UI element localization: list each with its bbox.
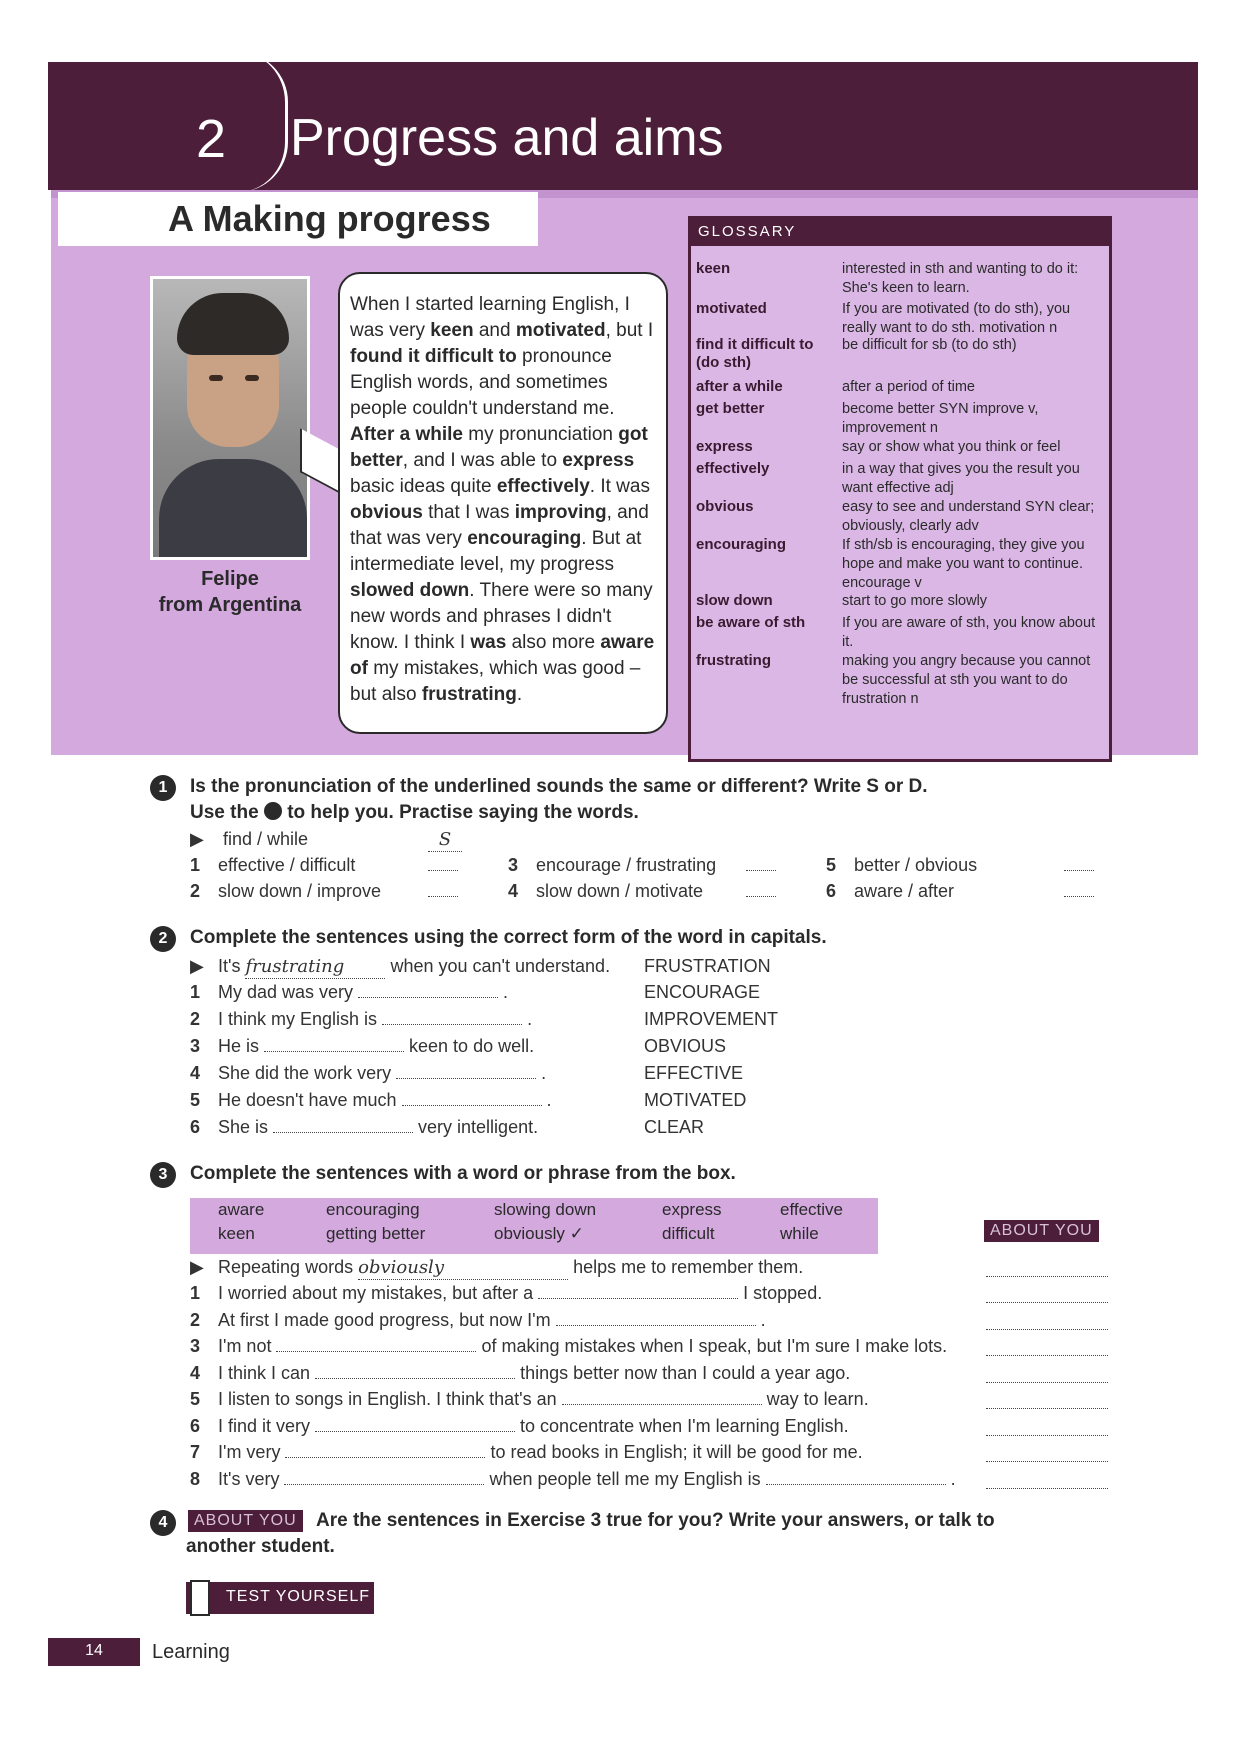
item-number: 6 — [190, 1415, 201, 1436]
key-phrase: got better — [350, 424, 648, 471]
sentence-start: I think my English is — [218, 1009, 383, 1029]
exercise-item — [190, 1362, 850, 1384]
sentence-start: I find it very — [218, 1415, 316, 1436]
capital-word: MOTIVATED — [644, 1090, 747, 1110]
example-item — [190, 828, 462, 852]
bubble-phrase: . It was — [589, 476, 650, 497]
item-number: 6 — [190, 1117, 201, 1137]
exercise-instruction: another student. — [186, 1536, 335, 1557]
sentence-end: I stopped. — [738, 1283, 823, 1303]
sentence-end: . — [498, 982, 509, 1002]
box-word: keen — [218, 1224, 255, 1243]
answer-blank[interactable] — [1064, 881, 1094, 897]
answer-blank[interactable] — [264, 1036, 404, 1052]
key-phrase: effectively — [496, 476, 590, 497]
about-you-answer-line[interactable] — [986, 1302, 1108, 1303]
glossary-term: keen — [696, 260, 731, 277]
example-answer: obviously — [358, 1257, 568, 1280]
key-phrase: motivated — [515, 320, 606, 341]
sentence-start: She did the work very — [218, 1063, 397, 1083]
word-pair: effective / difficult — [218, 855, 356, 875]
glossary-definition: say or show what you think or feel — [842, 439, 1061, 455]
item-number: 4 — [190, 1362, 201, 1383]
bubble-phrase: basic ideas quite — [350, 476, 497, 497]
about-you-answer-line[interactable] — [986, 1435, 1108, 1436]
app-icon — [264, 802, 282, 820]
exercise-item — [190, 1035, 534, 1057]
sentence-end: . — [541, 1090, 552, 1110]
item-number: 2 — [190, 1309, 201, 1330]
item-number: 4 — [508, 881, 519, 901]
sentence-end: . — [522, 1009, 533, 1029]
bubble-phrase: my mistakes, which was good – but also — [350, 658, 641, 705]
example-marker: ▶ — [190, 956, 204, 976]
exercise-item — [190, 1089, 552, 1111]
box-word: difficult — [662, 1224, 715, 1243]
answer-blank[interactable] — [285, 1442, 485, 1458]
example-marker: ▶ — [190, 1257, 204, 1277]
left-rule — [48, 190, 51, 1680]
about-you-badge: ABOUT YOU — [188, 1510, 303, 1532]
bubble-phrase: also more — [506, 632, 601, 653]
sentence-start: At first I made good progress, but now I'm — [218, 1309, 556, 1330]
bubble-phrase: . There were so many new words and phrases I didn't know. I think I — [350, 580, 653, 653]
exercise-instruction: Is the pronunciation of the underlined sounds the same or different? Write S or D. — [190, 776, 928, 797]
exercise-item — [190, 981, 508, 1003]
glossary-definition: If you are aware of sth, you know about it. — [842, 615, 1096, 650]
glossary-definition: If you are motivated (to do sth), you really want to do sth. motivation n — [842, 301, 1071, 336]
exercise-item — [508, 854, 776, 876]
item-number: 4 — [190, 1063, 201, 1083]
glossary-term: slow down — [696, 592, 773, 609]
answer-blank[interactable] — [402, 1090, 542, 1106]
key-phrase: slowed down — [350, 580, 470, 601]
item-number: 8 — [190, 1468, 201, 1489]
glossary-term: get better — [696, 400, 765, 417]
unit-number: 2 — [196, 109, 227, 169]
glossary-definition: making you angry because you cannot be successful at sth you want to do frustration n — [842, 653, 1091, 707]
glossary-definition: in a way that gives you the result you want effective adj — [842, 461, 1080, 496]
page-number: 14 — [85, 1642, 103, 1659]
sentence-start: I'm very — [218, 1442, 286, 1462]
profile-name: Felipe — [201, 568, 259, 590]
box-word: getting better — [326, 1224, 426, 1243]
item-number: 3 — [190, 1336, 201, 1356]
box-word: slowing down — [494, 1200, 597, 1219]
answer-blank[interactable] — [746, 881, 776, 897]
key-phrase: found it difficult to — [350, 346, 517, 367]
about-you-answer-line[interactable] — [986, 1488, 1108, 1489]
bubble-phrase: , but I — [605, 320, 654, 341]
glossary-definition: If sth/sb is encouraging, they give you hope and make you want to continue. encourage v — [842, 537, 1085, 591]
word-pair: slow down / improve — [218, 881, 382, 901]
key-phrase: express — [562, 450, 635, 471]
box-word: express — [662, 1200, 722, 1219]
exercise-item — [190, 854, 458, 876]
example-answer: frustrating — [245, 956, 385, 979]
key-phrase: improving — [514, 502, 607, 523]
bubble-phrase: and — [473, 320, 516, 341]
item-number: 1 — [190, 982, 201, 1002]
answer-blank[interactable] — [746, 855, 776, 871]
box-word: obviously ✓ — [494, 1224, 584, 1243]
word-pair: encourage / frustrating — [536, 855, 717, 875]
bubble-phrase: , and that was very — [350, 502, 649, 549]
box-word: encouraging — [326, 1200, 420, 1219]
word-pair: better / obvious — [854, 855, 978, 875]
sentence-start: It's very — [218, 1468, 285, 1489]
capital-word: CLEAR — [644, 1117, 705, 1137]
word-pair: find / while — [223, 829, 309, 849]
profile-photo — [150, 276, 310, 560]
sentence-end: when people tell me my English is — [484, 1468, 761, 1489]
unit-title: Progress and aims — [290, 109, 724, 167]
bubble-phrase: . — [516, 684, 523, 705]
answer-blank[interactable] — [428, 855, 458, 871]
glossary-term: express — [696, 438, 753, 455]
glossary-term: obvious — [696, 498, 754, 515]
glossary-definition: easy to see and understand SYN clear; obviously, clearly adv — [842, 499, 1095, 534]
about-you-answer-line[interactable] — [986, 1276, 1108, 1277]
profile-origin: from Argentina — [158, 594, 302, 616]
sentence-start: It's — [218, 956, 241, 976]
bubble-phrase: When I started learning English, I was very — [350, 294, 630, 341]
answer-blank[interactable] — [358, 982, 498, 998]
test-yourself-label: TEST YOURSELF — [226, 1588, 370, 1605]
instruction-text: to help you. Practise saying the words. — [287, 802, 639, 823]
example-item — [190, 955, 610, 979]
exercise-item — [190, 880, 458, 902]
exercise-instruction — [190, 800, 639, 826]
exercise-number: 3 — [150, 1162, 176, 1188]
answer-blank[interactable] — [273, 1117, 413, 1133]
exercise-item — [826, 854, 1094, 876]
key-phrase: keen — [430, 320, 474, 341]
item-number: 1 — [190, 855, 201, 875]
exercise-item — [508, 880, 776, 902]
photo-eye — [209, 375, 223, 381]
exercise-item — [190, 1309, 766, 1331]
glossary-definition: become better SYN improve v, improvement n — [842, 401, 1039, 436]
answer-blank[interactable] — [428, 881, 458, 897]
exercise-item — [190, 1468, 956, 1490]
item-number: 2 — [190, 881, 201, 901]
sentence-end: keen to do well. — [404, 1036, 535, 1056]
word-pair: aware / after — [854, 881, 955, 901]
about-you-answer-line[interactable] — [986, 1408, 1108, 1409]
photo-eye — [245, 375, 259, 381]
capital-word: IMPROVEMENT — [644, 1009, 779, 1029]
key-phrase: After a while — [350, 424, 463, 445]
item-number: 1 — [190, 1283, 201, 1303]
speech-bubble-text — [350, 292, 664, 708]
key-phrase: aware of — [350, 632, 655, 679]
answer-blank[interactable] — [396, 1063, 536, 1079]
example-item — [190, 1256, 803, 1280]
bubble-phrase: , and I was able to — [402, 450, 563, 471]
answer-blank[interactable] — [556, 1310, 756, 1326]
bubble-phrase: that I was — [422, 502, 515, 523]
sentence-end: to read books in English; it will be good for me. — [485, 1442, 863, 1462]
profile-caption — [150, 566, 310, 618]
about-you-answer-line[interactable] — [986, 1461, 1108, 1462]
sentence-end: . — [945, 1468, 956, 1489]
sentence-start: I worried about my mistakes, but after a — [218, 1283, 539, 1303]
answer-blank[interactable] — [1064, 855, 1094, 871]
glossary-term: be aware of sth — [696, 614, 806, 631]
key-phrase: was — [470, 632, 507, 653]
exercise-instruction: Complete the sentences with a word or phrase from the box. — [190, 1163, 736, 1184]
sentence-end: helps me to remember them. — [573, 1257, 804, 1277]
answer-blank[interactable] — [766, 1469, 946, 1485]
glossary-term: frustrating — [696, 652, 771, 669]
key-phrase: obvious — [350, 502, 423, 523]
sentence-start: I think I can — [218, 1362, 316, 1383]
about-you-answer-line[interactable] — [986, 1382, 1108, 1383]
answer-blank[interactable] — [284, 1469, 484, 1485]
bubble-phrase: pronounce English words, and sometimes people couldn't understand me. — [350, 346, 615, 419]
example-answer: S — [428, 829, 462, 852]
sentence-start: Repeating words — [218, 1257, 354, 1277]
exercise-instruction: Complete the sentences using the correct form of the word in capitals. — [190, 927, 827, 948]
exercise-item — [826, 880, 1094, 902]
instruction-text: Use the — [190, 802, 259, 823]
exercise-item — [190, 1335, 947, 1357]
sentence-start: He is — [218, 1036, 265, 1056]
bubble-phrase: my pronunciation — [462, 424, 619, 445]
glossary-term: encouraging — [696, 536, 787, 553]
sentence-end: to concentrate when I'm learning English. — [515, 1415, 849, 1436]
section-title: A Making progress — [168, 198, 491, 239]
about-you-badge: ABOUT YOU — [984, 1220, 1099, 1242]
answer-blank[interactable] — [315, 1363, 515, 1379]
exercise-number: 2 — [150, 926, 176, 952]
box-word: effective — [780, 1200, 844, 1219]
glossary-term: after a while — [696, 378, 783, 395]
exercise-item — [190, 1388, 869, 1410]
sentence-end: . — [755, 1309, 766, 1330]
sentence-end: way to learn. — [761, 1389, 869, 1409]
sentence-start: She is — [218, 1117, 274, 1137]
photo-shirt — [159, 459, 307, 560]
capital-word: ENCOURAGE — [644, 982, 761, 1002]
exercise-item — [190, 1116, 538, 1138]
sentence-end: very intelligent. — [413, 1117, 539, 1137]
notebook-icon — [190, 1580, 210, 1616]
capital-word: EFFECTIVE — [644, 1063, 744, 1083]
item-number: 5 — [190, 1090, 201, 1110]
glossary-definition: start to go more slowly — [842, 593, 988, 609]
answer-blank[interactable] — [562, 1389, 762, 1405]
exercise-item — [190, 1008, 532, 1030]
exercise-item — [190, 1415, 849, 1437]
answer-blank[interactable] — [538, 1283, 738, 1299]
word-pair: slow down / motivate — [536, 881, 704, 901]
exercise-number: 4 — [150, 1510, 176, 1536]
item-number: 7 — [190, 1442, 201, 1462]
sentence-start: I'm not — [218, 1336, 277, 1356]
glossary-definition: interested in sth and wanting to do it: She's keen to learn. — [842, 261, 1079, 296]
box-word: while — [780, 1224, 819, 1243]
bubble-phrase: . But at intermediate level, my progress — [350, 528, 642, 575]
glossary-definition: after a period of time — [842, 379, 975, 395]
exercise-item — [190, 1282, 822, 1304]
exercise-item — [190, 1062, 546, 1084]
sentence-start: He doesn't have much — [218, 1090, 402, 1110]
exercise-number: 1 — [150, 775, 176, 801]
glossary-term: find it difficult to (do sth) — [696, 336, 814, 371]
exercise-item — [190, 1441, 863, 1463]
item-number: 5 — [826, 855, 837, 875]
item-number: 3 — [190, 1036, 201, 1056]
capital-word: OBVIOUS — [644, 1036, 727, 1056]
glossary-definition: be difficult for sb (to do sth) — [842, 337, 1017, 353]
glossary-term: motivated — [696, 300, 767, 317]
box-word: aware — [218, 1200, 265, 1219]
item-number: 6 — [826, 881, 837, 901]
sentence-end: when you can't understand. — [390, 956, 611, 976]
item-number: 3 — [508, 855, 519, 875]
key-phrase: encouraging — [467, 528, 582, 549]
sentence-start: I listen to songs in English. I think that's an — [218, 1389, 562, 1409]
photo-hair — [177, 293, 289, 355]
example-marker: ▶ — [190, 829, 204, 849]
capital-word: FRUSTRATION — [644, 956, 771, 976]
item-number: 2 — [190, 1009, 201, 1029]
exercise-instruction: Are the sentences in Exercise 3 true for you? Write your answers, or talk to — [316, 1510, 995, 1531]
sentence-end: . — [536, 1063, 547, 1083]
about-you-answer-line[interactable] — [986, 1355, 1108, 1356]
sentence-end: of making mistakes when I speak, but I'm sure I make lots. — [476, 1336, 948, 1356]
item-number: 5 — [190, 1389, 201, 1409]
answer-blank[interactable] — [382, 1009, 522, 1025]
glossary-term: effectively — [696, 460, 770, 477]
answer-blank[interactable] — [276, 1336, 476, 1352]
sentence-end: things better now than I could a year ago. — [515, 1362, 851, 1383]
sentence-start: My dad was very — [218, 982, 359, 1002]
key-phrase: frustrating — [421, 684, 517, 705]
answer-blank[interactable] — [315, 1416, 515, 1432]
footer-label: Learning — [152, 1641, 230, 1663]
glossary-heading: GLOSSARY — [688, 216, 1112, 246]
about-you-answer-line[interactable] — [986, 1329, 1108, 1330]
